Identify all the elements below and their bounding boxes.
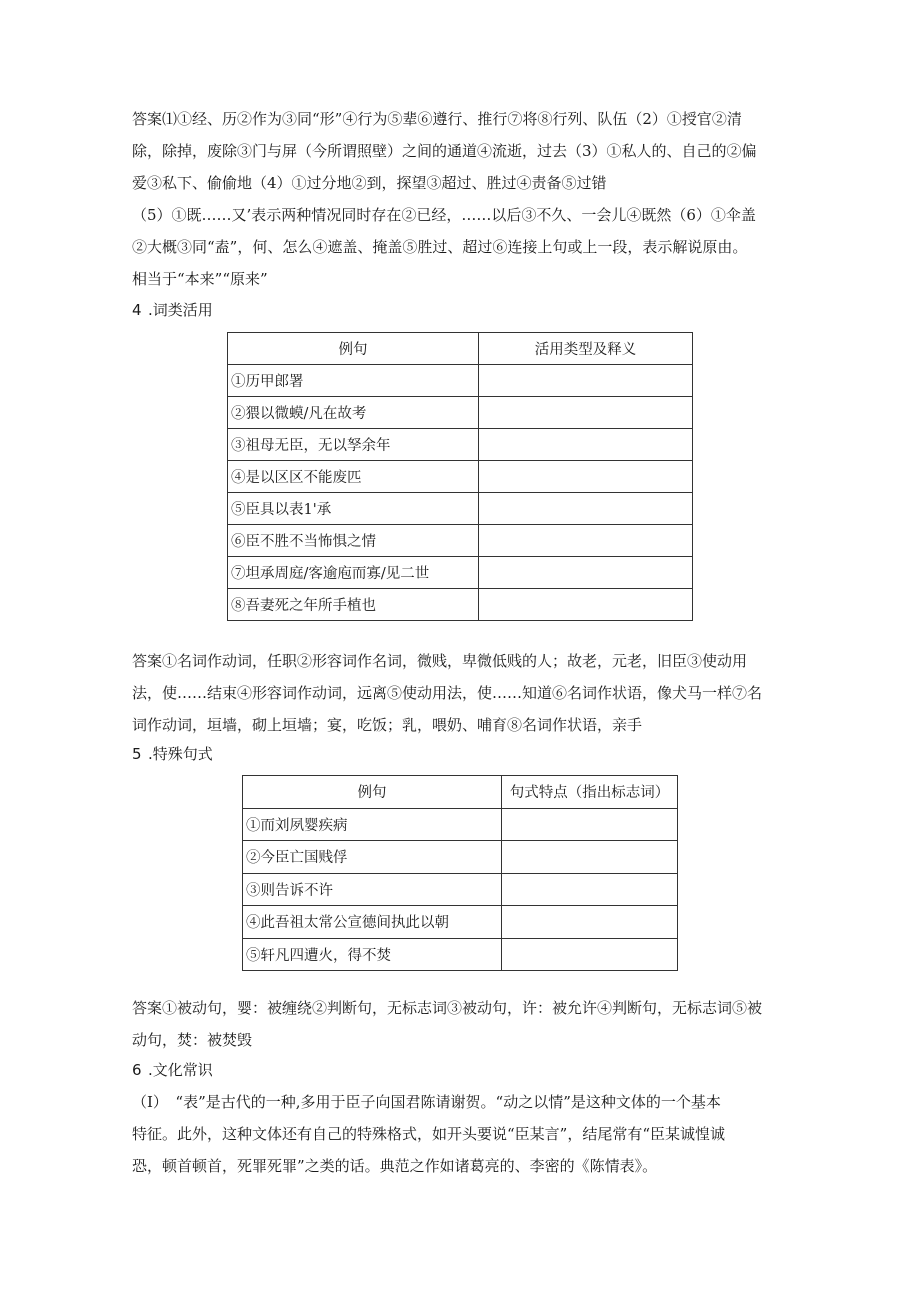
section6-heading xyxy=(132,1058,213,1082)
answer-cell[interactable] xyxy=(502,808,678,841)
answer-line: 爱③私下、偷偷地（4）①过分地②到，探望③超过、胜过④责备⑤过错 xyxy=(132,174,607,192)
table-row xyxy=(228,429,693,461)
answer-cell[interactable] xyxy=(479,557,693,589)
table-row xyxy=(243,808,678,841)
example-sentence: ⑦坦承周庭/客逾庖而寡/见二世 xyxy=(228,557,479,589)
section3-answer xyxy=(132,103,784,295)
answer-cell[interactable] xyxy=(479,589,693,621)
section-number: 4 xyxy=(132,301,142,319)
section-title: .词类活用 xyxy=(148,301,213,319)
answer-line: 法，使……结束④形容词作动词，远离⑤使动用法，使……知道⑥名词作状语，像犬马一样⑦名 xyxy=(132,684,763,702)
answer-cell[interactable] xyxy=(479,365,693,397)
answer-line: 词作动词，垣墙，砌上垣墙；宴，吃饭；乳，喂奶、哺育⑧名词作状语，亲手 xyxy=(132,716,643,734)
answer-line: 相当于“本来”“原来” xyxy=(132,270,268,288)
paragraph-line: （I） “表”是古代的一种,多用于臣子向国君陈请谢贺。“动之以情”是这种文体的一个基本 xyxy=(132,1093,721,1111)
example-sentence: ①历甲郎署 xyxy=(228,365,479,397)
example-sentence: ②今臣亡国贱俘 xyxy=(243,841,502,874)
section6-paragraph xyxy=(132,1086,784,1182)
answer-cell[interactable] xyxy=(479,429,693,461)
example-sentence: ⑥臣不胜不当怖惧之情 xyxy=(228,525,479,557)
table-row xyxy=(243,938,678,971)
answer-cell[interactable] xyxy=(502,906,678,939)
table-row xyxy=(228,525,693,557)
section-number: 6 xyxy=(132,1061,142,1079)
paragraph-line: 恐，顿首顿首，死罪死罪”之类的话。典范之作如诸葛亮的、李密的《陈情表》。 xyxy=(132,1157,658,1175)
column-header: 活用类型及释义 xyxy=(479,333,693,365)
answer-cell[interactable] xyxy=(479,525,693,557)
table-header-row xyxy=(243,776,678,809)
answer-line: 答案①被动句，婴：被缠绕②判断句，无标志词③被动句，许：被允许④判断句，无标志词⑤被 xyxy=(132,999,763,1017)
section4-heading xyxy=(132,298,213,322)
example-sentence: ⑤轩凡四遭火，得不焚 xyxy=(243,938,502,971)
table-row xyxy=(228,589,693,621)
section5-answer xyxy=(132,992,784,1056)
answer-cell[interactable] xyxy=(479,397,693,429)
table-row xyxy=(228,397,693,429)
table-row xyxy=(228,493,693,525)
example-sentence: ⑤臣具以表1'承 xyxy=(228,493,479,525)
answer-cell[interactable] xyxy=(502,841,678,874)
example-sentence: ②猥以微蟆/凡在故考 xyxy=(228,397,479,429)
example-sentence: ③则告诉不许 xyxy=(243,873,502,906)
answer-line: 答案⑴①经、历②作为③同“形”④行为⑤辈⑥遵行、推行⑦将⑧行列、队伍（2）①授官②清 xyxy=(132,110,742,128)
column-header: 例句 xyxy=(228,333,479,365)
answer-line: 答案①名词作动词，任职②形容词作名词，微贱，卑微低贱的人；故老，元老，旧臣③使动用 xyxy=(132,652,748,670)
example-sentence: ⑧吾妻死之年所手植也 xyxy=(228,589,479,621)
table-row xyxy=(228,557,693,589)
answer-cell[interactable] xyxy=(479,493,693,525)
answer-line: （5）①既……又’表示两种情况同时存在②已经，……以后③不久、一会儿④既然（6）①伞盖 xyxy=(132,206,756,224)
answer-line: 动句，焚：被焚毁 xyxy=(132,1031,253,1049)
example-sentence: ④此吾祖太常公宣德间执此以朝 xyxy=(243,906,502,939)
column-header: 例句 xyxy=(243,776,502,809)
answer-cell[interactable] xyxy=(479,461,693,493)
answer-line: 除，除掉，废除③门与屏（今所谓照壁）之间的通道④流逝，过去（3）①私人的、自己的②偏 xyxy=(132,142,757,160)
section-title: .文化常识 xyxy=(148,1061,213,1079)
table-row xyxy=(243,841,678,874)
section-title: .特殊句式 xyxy=(148,745,213,763)
table-row xyxy=(243,906,678,939)
section-number: 5 xyxy=(132,745,142,763)
example-sentence: ①而刘夙婴疾病 xyxy=(243,808,502,841)
word-usage-table xyxy=(227,332,693,621)
answer-cell[interactable] xyxy=(502,873,678,906)
example-sentence: ④是以区区不能废匹 xyxy=(228,461,479,493)
column-header: 句式特点（指出标志词） xyxy=(502,776,678,809)
table-header-row xyxy=(228,333,693,365)
paragraph-line: 特征。此外，这种文体还有自己的特殊格式，如开头要说“臣某言”，结尾常有“臣某诚惶诚 xyxy=(132,1125,726,1143)
sentence-pattern-table xyxy=(242,775,678,971)
section4-answer xyxy=(132,645,784,741)
answer-cell[interactable] xyxy=(502,938,678,971)
table-row xyxy=(243,873,678,906)
table-row xyxy=(228,365,693,397)
example-sentence: ③祖母无臣，无以孥余年 xyxy=(228,429,479,461)
section5-heading xyxy=(132,742,213,766)
answer-line: ②大概③同“盍”，何、怎么④遮盖、掩盖⑤胜过、超过⑥连接上句或上一段，表示解说原由。 xyxy=(132,238,748,256)
table-row xyxy=(228,461,693,493)
